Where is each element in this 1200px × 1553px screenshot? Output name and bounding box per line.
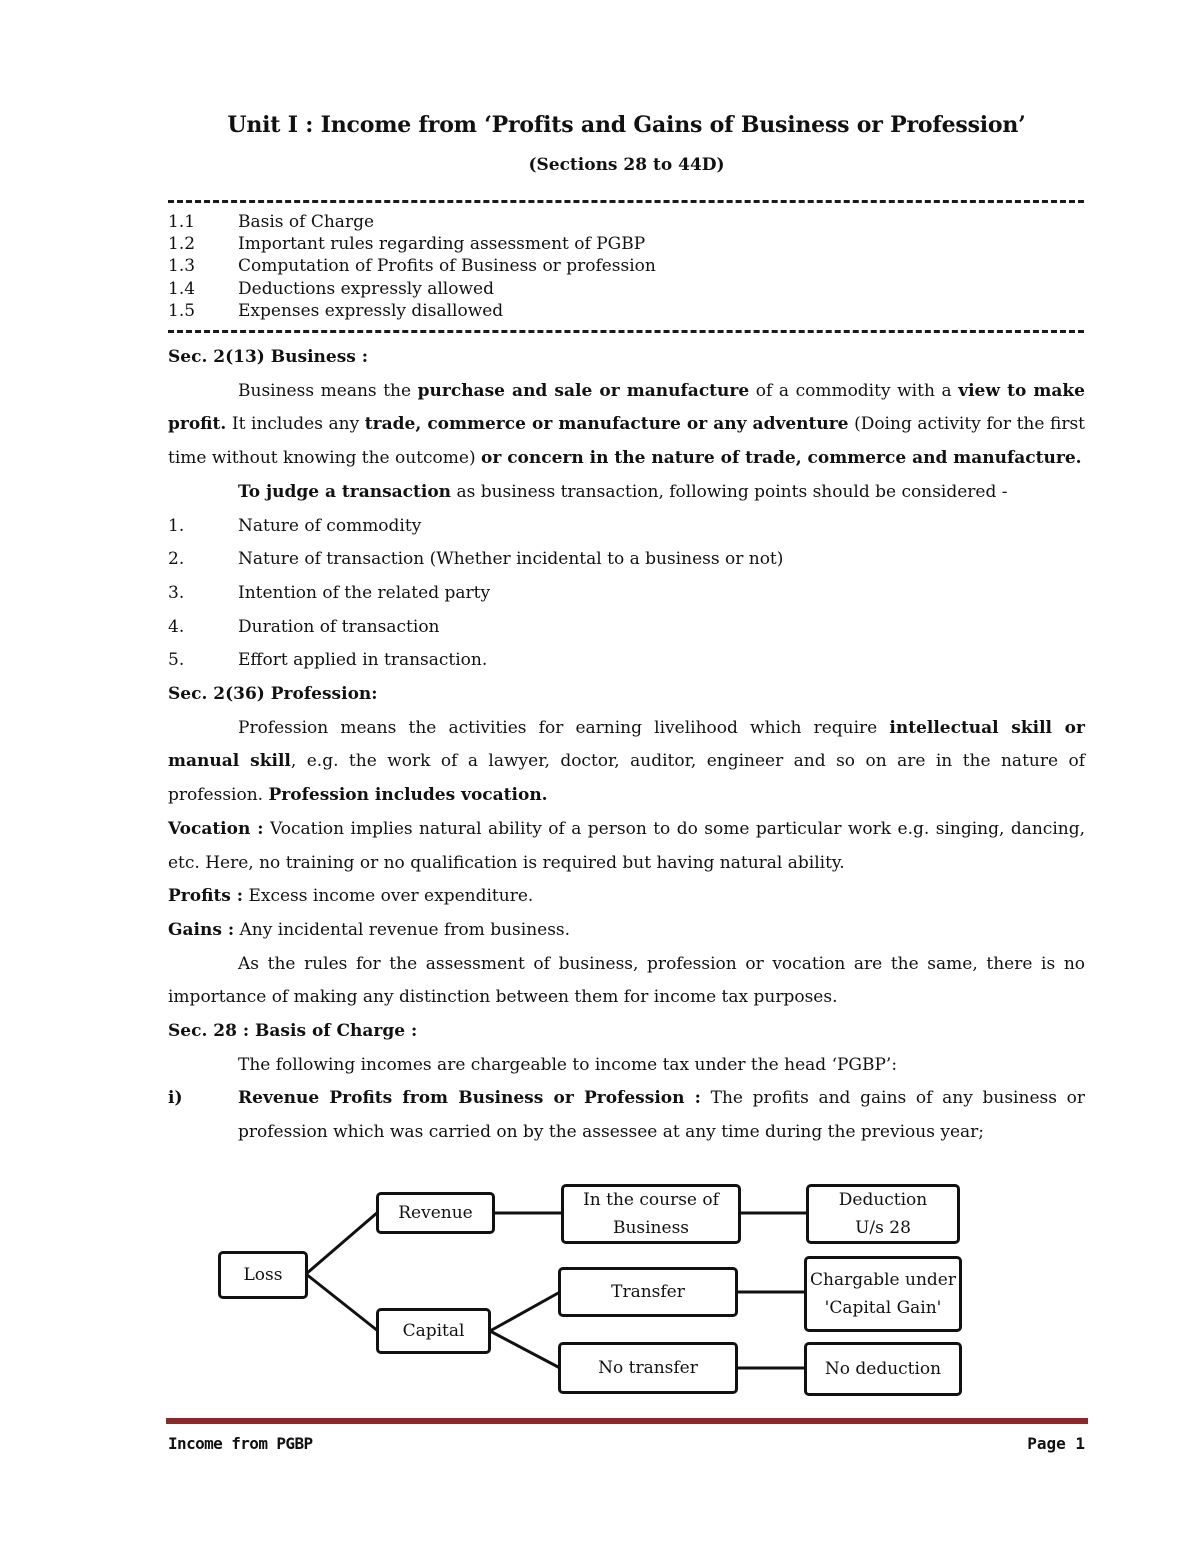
footer-title: Income from PGBP [168, 1434, 313, 1453]
dashed-divider-bottom [168, 330, 1084, 333]
dashed-divider-top [168, 200, 1084, 203]
contents-item-label: Important rules regarding assessment of PGBP [238, 234, 646, 255]
contents-item-number: 1.5 [168, 300, 196, 321]
section-heading-profession: Sec. 2(36) Profession: [168, 684, 378, 705]
connector-loss-capital [306, 1274, 378, 1331]
contents-item [168, 211, 1084, 233]
contents-item-label: Computation of Profits of Business or profession [238, 256, 656, 277]
contents-list [168, 211, 1084, 322]
capital-box: Capital [376, 1308, 491, 1354]
contents-item-number: 1.2 [168, 234, 196, 255]
contents-item [168, 233, 1084, 255]
consideration-point: 4. Duration of transaction [168, 616, 440, 637]
business-definition-paragraph: Business means the purchase and sale or manufacture of a commodity with a view to make profit. It includes any trade, commerce or manufacture or any adventure (Doing activity for the first time without knowing the outcome) or concern in the nature of trade, commerce and manufacture. [168, 380, 1086, 469]
consideration-point: 5. Effort applied in transaction. [168, 650, 488, 671]
loss-box: Loss [218, 1251, 308, 1299]
document-body [168, 341, 1085, 1150]
no-deduction-box: No deduction [804, 1342, 962, 1396]
judge-transaction-paragraph: To judge a transaction as business transaction, following points should be considered - [238, 481, 1008, 502]
profession-definition-paragraph: Profession means the activities for earning livelihood which require intellectual skill or manual skill, e.g. the work of a lawyer, doctor, auditor, engineer and so on are in the nature of profession. Profession includes vocation. [168, 717, 1086, 806]
profits-definition: Profits : Excess income over expenditure. [168, 886, 534, 907]
connector-loss-revenue [306, 1212, 378, 1274]
no-transfer-box: No transfer [558, 1342, 738, 1394]
consideration-point: 2. Nature of transaction (Whether incidental to a business or not) [168, 549, 784, 570]
course-of-business-box: In the course of Business [561, 1184, 741, 1244]
contents-item-number: 1.3 [168, 256, 196, 277]
contents-item-label: Expenses expressly disallowed [238, 300, 504, 321]
assessment-rules-paragraph: As the rules for the assessment of business, profession or vocation are the same, there is no importance of making any distinction between them for income tax purposes. [168, 953, 1085, 1008]
charge-item-i: i) Revenue Profits from Business or Profession : The profits and gains of any business or profession which was carried on by the assessee at any time during the previous year; [168, 1088, 1085, 1143]
contents-item-label: Deductions expressly allowed [238, 278, 494, 299]
deduction-box: Deduction U/s 28 [806, 1184, 960, 1244]
footer-rule [166, 1418, 1088, 1424]
revenue-box: Revenue [376, 1192, 495, 1234]
chargable-capital-gain-box: Chargable under 'Capital Gain' [804, 1256, 962, 1332]
consideration-point: 1. Nature of commodity [168, 515, 422, 536]
consideration-point: 3. Intention of the related party [168, 582, 491, 603]
contents-item-number: 1.4 [168, 278, 196, 299]
page-subtitle: (Sections 28 to 44D) [528, 155, 725, 175]
connector-capital-transfer [490, 1292, 560, 1331]
contents-item [168, 278, 1084, 300]
vocation-definition: Vocation : Vocation implies natural ability of a person to do some particular work e.g. singing, dancing, etc. Here, no training or no qualification is required but having natural ability. [168, 818, 1085, 873]
contents-item [168, 300, 1084, 322]
gains-definition: Gains : Any incidental revenue from business. [168, 919, 571, 940]
contents-item-label: Basis of Charge [238, 212, 375, 232]
page-title: Unit I : Income from ‘Profits and Gains of Business or Profession’ [227, 112, 1026, 138]
basis-of-charge-intro: The following incomes are chargeable to income tax under the head ‘PGBP’: [238, 1054, 898, 1075]
transfer-box: Transfer [558, 1267, 738, 1317]
contents-item [168, 255, 1084, 277]
contents-item-number: 1.1 [168, 212, 196, 232]
connector-capital-notransfer [490, 1331, 560, 1368]
section-heading-basis-of-charge: Sec. 28 : Basis of Charge : [168, 1021, 418, 1042]
footer-page-number: Page 1 [1027, 1434, 1085, 1453]
section-heading-business: Sec. 2(13) Business : [168, 347, 369, 367]
